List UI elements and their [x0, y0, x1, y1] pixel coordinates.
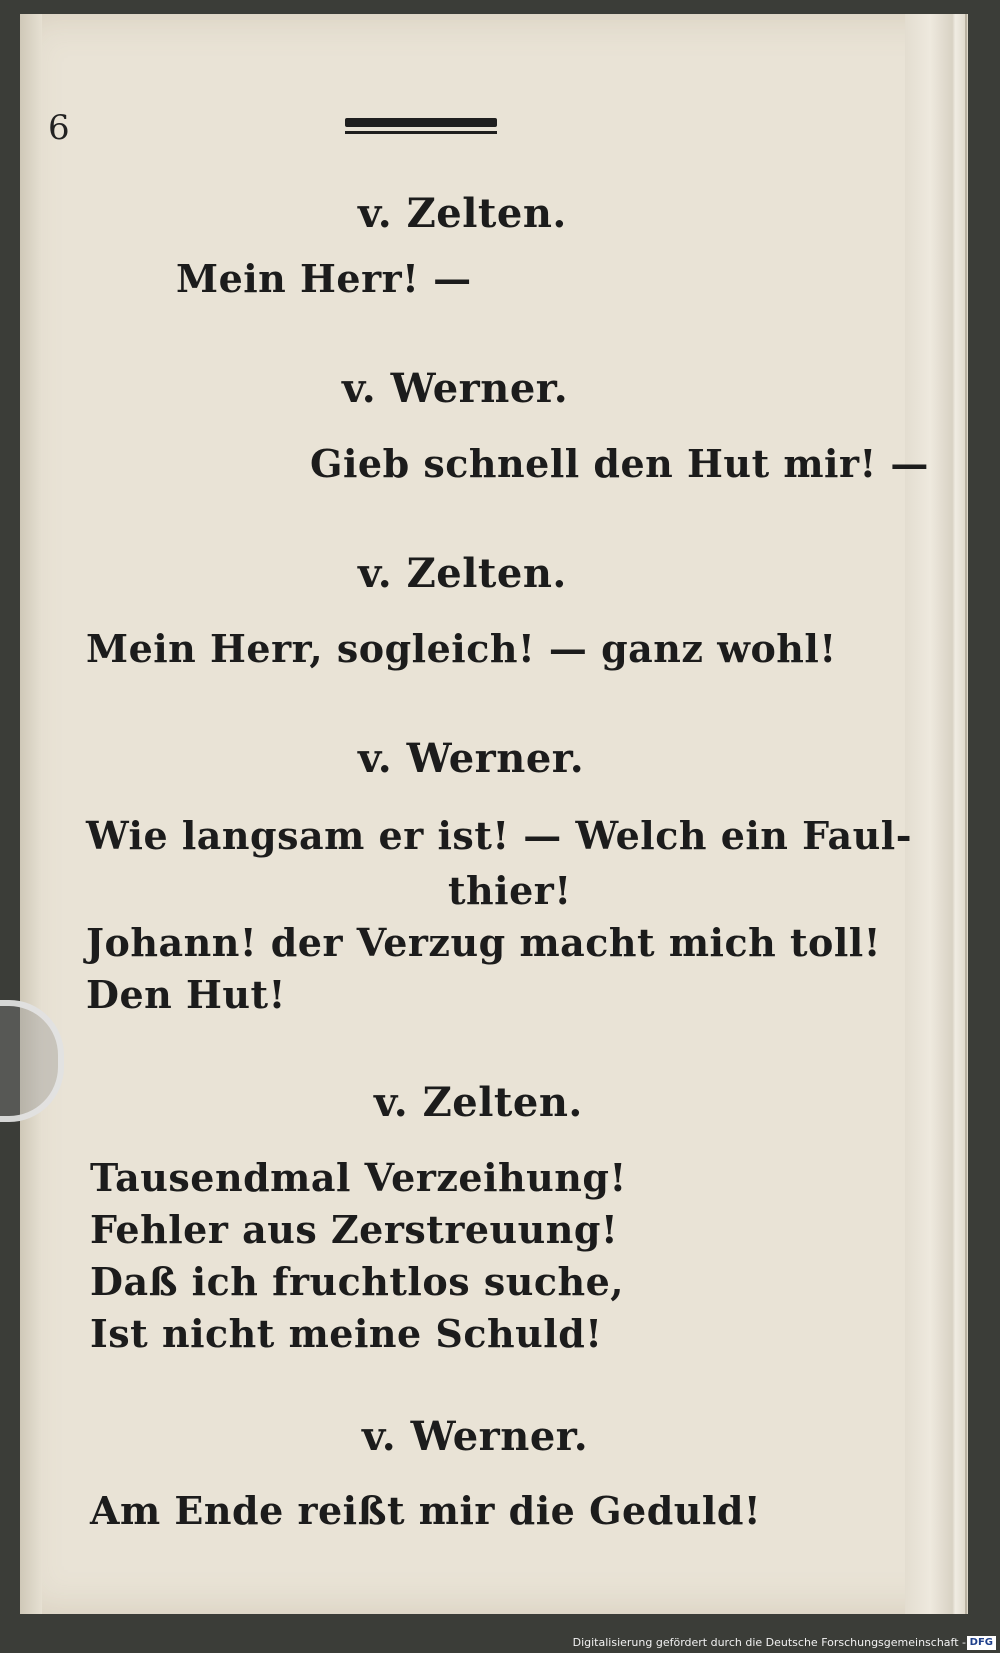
speaker-name: v. Werner. — [358, 735, 585, 782]
page-left-edge — [20, 14, 42, 1614]
verse-line: Mein Herr, sogleich! — ganz wohl! — [86, 626, 837, 671]
speaker-name: v. Werner. — [342, 365, 569, 412]
header-rule-thin — [345, 131, 497, 134]
page-right-edge — [905, 14, 968, 1614]
verse-line: Mein Herr! — — [176, 256, 472, 301]
verse-line: Ist nicht meine Schuld! — [90, 1311, 603, 1356]
verse-line: Wie langsam er ist! — Welch ein Faul- — [86, 813, 913, 858]
verse-line: Fehler aus Zerstreuung! — [90, 1207, 619, 1252]
speaker-name: v. Werner. — [362, 1413, 589, 1460]
verse-line: Johann! der Verzug macht mich toll! — [86, 920, 881, 965]
dfg-logo: DFG — [967, 1636, 996, 1650]
speaker-name: v. Zelten. — [358, 550, 567, 597]
speaker-name: v. Zelten. — [374, 1079, 583, 1126]
verse-line: Gieb schnell den Hut mir! — — [310, 441, 929, 486]
verse-line: Am Ende reißt mir die Geduld! — [90, 1488, 762, 1533]
header-rule-thick — [345, 118, 497, 127]
page-fold-line — [965, 14, 967, 1614]
speaker-name: v. Zelten. — [358, 190, 567, 237]
verse-line: Tausendmal Verzeihung! — [90, 1155, 627, 1200]
page-number: 6 — [48, 108, 70, 148]
verse-line: Den Hut! — [86, 972, 286, 1017]
verse-line: Daß ich fruchtlos suche, — [90, 1259, 625, 1304]
funding-credit: Digitalisierung gefördert durch die Deutsche Forschungsgemeinschaft - — [572, 1636, 966, 1649]
verse-line: thier! — [448, 868, 572, 913]
